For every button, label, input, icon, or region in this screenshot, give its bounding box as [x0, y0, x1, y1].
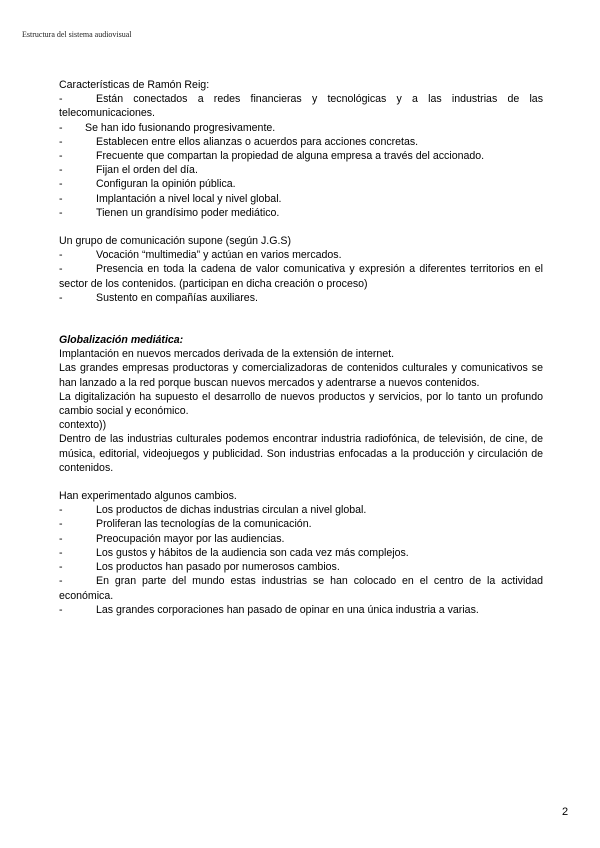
list-item-text: Están conectados a redes financieras y tecnológicas y a las industrias de las telecomunicaciones. — [59, 93, 543, 120]
bullet-dash: - — [59, 291, 63, 304]
list-item-text: Proliferan las tecnologías de la comunicación. — [96, 518, 312, 531]
bullet-dash: - — [59, 518, 63, 531]
section-heading: Globalización mediática: — [59, 334, 184, 347]
bullet-dash: - — [59, 249, 63, 262]
section-title: Un grupo de comunicación supone (según J.G.S) — [59, 235, 292, 248]
list-item — [59, 163, 543, 177]
list-item — [59, 121, 543, 135]
list-item-text: Presencia en toda la cadena de valor comunicativa y expresión a diferentes territorios en el sector de los contenidos. (participan en dicha creación o proceso) — [59, 263, 543, 290]
list-item-text: Establecen entre ellos alianzas o acuerdos para acciones concretas. — [96, 135, 419, 148]
list-item — [59, 546, 543, 560]
bullet-dash: - — [59, 603, 63, 616]
list-item — [59, 248, 543, 262]
bullet-dash: - — [59, 192, 63, 205]
running-header: Estructura del sistema audiovisual — [22, 30, 132, 39]
list-item-text: Preocupación mayor por las audiencias. — [96, 532, 285, 545]
list-item — [59, 192, 543, 206]
paragraph: La digitalización ha supuesto el desarrollo de nuevos productos y servicios, por lo tanto un profundo cambio social y económico. — [59, 390, 543, 418]
list-item — [59, 560, 543, 574]
list-item-text: Tienen un grandísimo poder mediático. — [96, 206, 280, 219]
list-item-text: Los gustos y hábitos de la audiencia son cada vez más complejos. — [96, 546, 409, 559]
list-item — [59, 177, 543, 191]
list-item-text: Las grandes corporaciones han pasado de opinar en una única industria a varias. — [96, 603, 479, 616]
bullet-dash: - — [59, 178, 63, 191]
bullet-dash: - — [59, 546, 63, 559]
bullet-dash: - — [59, 532, 63, 545]
list-item — [59, 206, 543, 220]
bullet-dash: - — [59, 121, 63, 134]
list-item-text: Configuran la opinión pública. — [96, 178, 236, 191]
document-body — [59, 78, 543, 617]
paragraph: contexto)) — [59, 419, 107, 432]
list-item-text: Frecuente que compartan la propiedad de alguna empresa a través del accionado. — [96, 150, 485, 163]
paragraph: Dentro de las industrias culturales podemos encontrar industria radiofónica, de televisión, de cine, de música, editorial, videojuegos y publicidad. Son industrias enfocadas a la producción y circulación de contenidos. — [59, 433, 543, 474]
bullet-dash: - — [59, 206, 63, 219]
list-item-text: Fijan el orden del día. — [96, 164, 198, 177]
section-title: Han experimentado algunos cambios. — [59, 490, 237, 503]
list-item — [59, 92, 543, 120]
bullet-dash: - — [59, 135, 63, 148]
bullet-dash: - — [59, 93, 63, 106]
bullet-dash: - — [59, 504, 63, 517]
bullet-dash: - — [59, 164, 63, 177]
list-item — [59, 503, 543, 517]
page-number: 2 — [562, 806, 569, 818]
list-item-text: Implantación a nivel local y nivel global. — [96, 192, 282, 205]
list-item-text: Sustento en compañías auxiliares. — [96, 291, 258, 304]
list-item — [59, 262, 543, 290]
list-item-text: Los productos han pasado por numerosos cambios. — [96, 561, 340, 574]
list-item-text: En gran parte del mundo estas industrias se han colocado en el centro de la actividad económica. — [59, 575, 543, 602]
bullet-dash: - — [59, 575, 63, 588]
bullet-dash: - — [59, 150, 63, 163]
list-item — [59, 532, 543, 546]
list-item — [59, 149, 543, 163]
section-title: Características de Ramón Reig: — [59, 79, 210, 91]
bullet-dash: - — [59, 263, 63, 276]
bullet-dash: - — [59, 561, 63, 574]
list-item-text: Se han ido fusionando progresivamente. — [85, 121, 276, 134]
list-item — [59, 517, 543, 531]
paragraph: Las grandes empresas productoras y comercializadoras de contenidos culturales y comunicativos se han lanzado a la red porque buscan nuevos mercados y adentrarse a nuevos contenidos. — [59, 362, 543, 389]
paragraph: Implantación en nuevos mercados derivada de la extensión de internet. — [59, 348, 395, 361]
list-item — [59, 603, 543, 617]
list-item — [59, 574, 543, 602]
list-item — [59, 291, 543, 305]
list-item-text: Los productos de dichas industrias circulan a nivel global. — [96, 504, 367, 517]
list-item-text: Vocación “multimedia” y actúan en varios mercados. — [96, 249, 342, 262]
list-item — [59, 135, 543, 149]
